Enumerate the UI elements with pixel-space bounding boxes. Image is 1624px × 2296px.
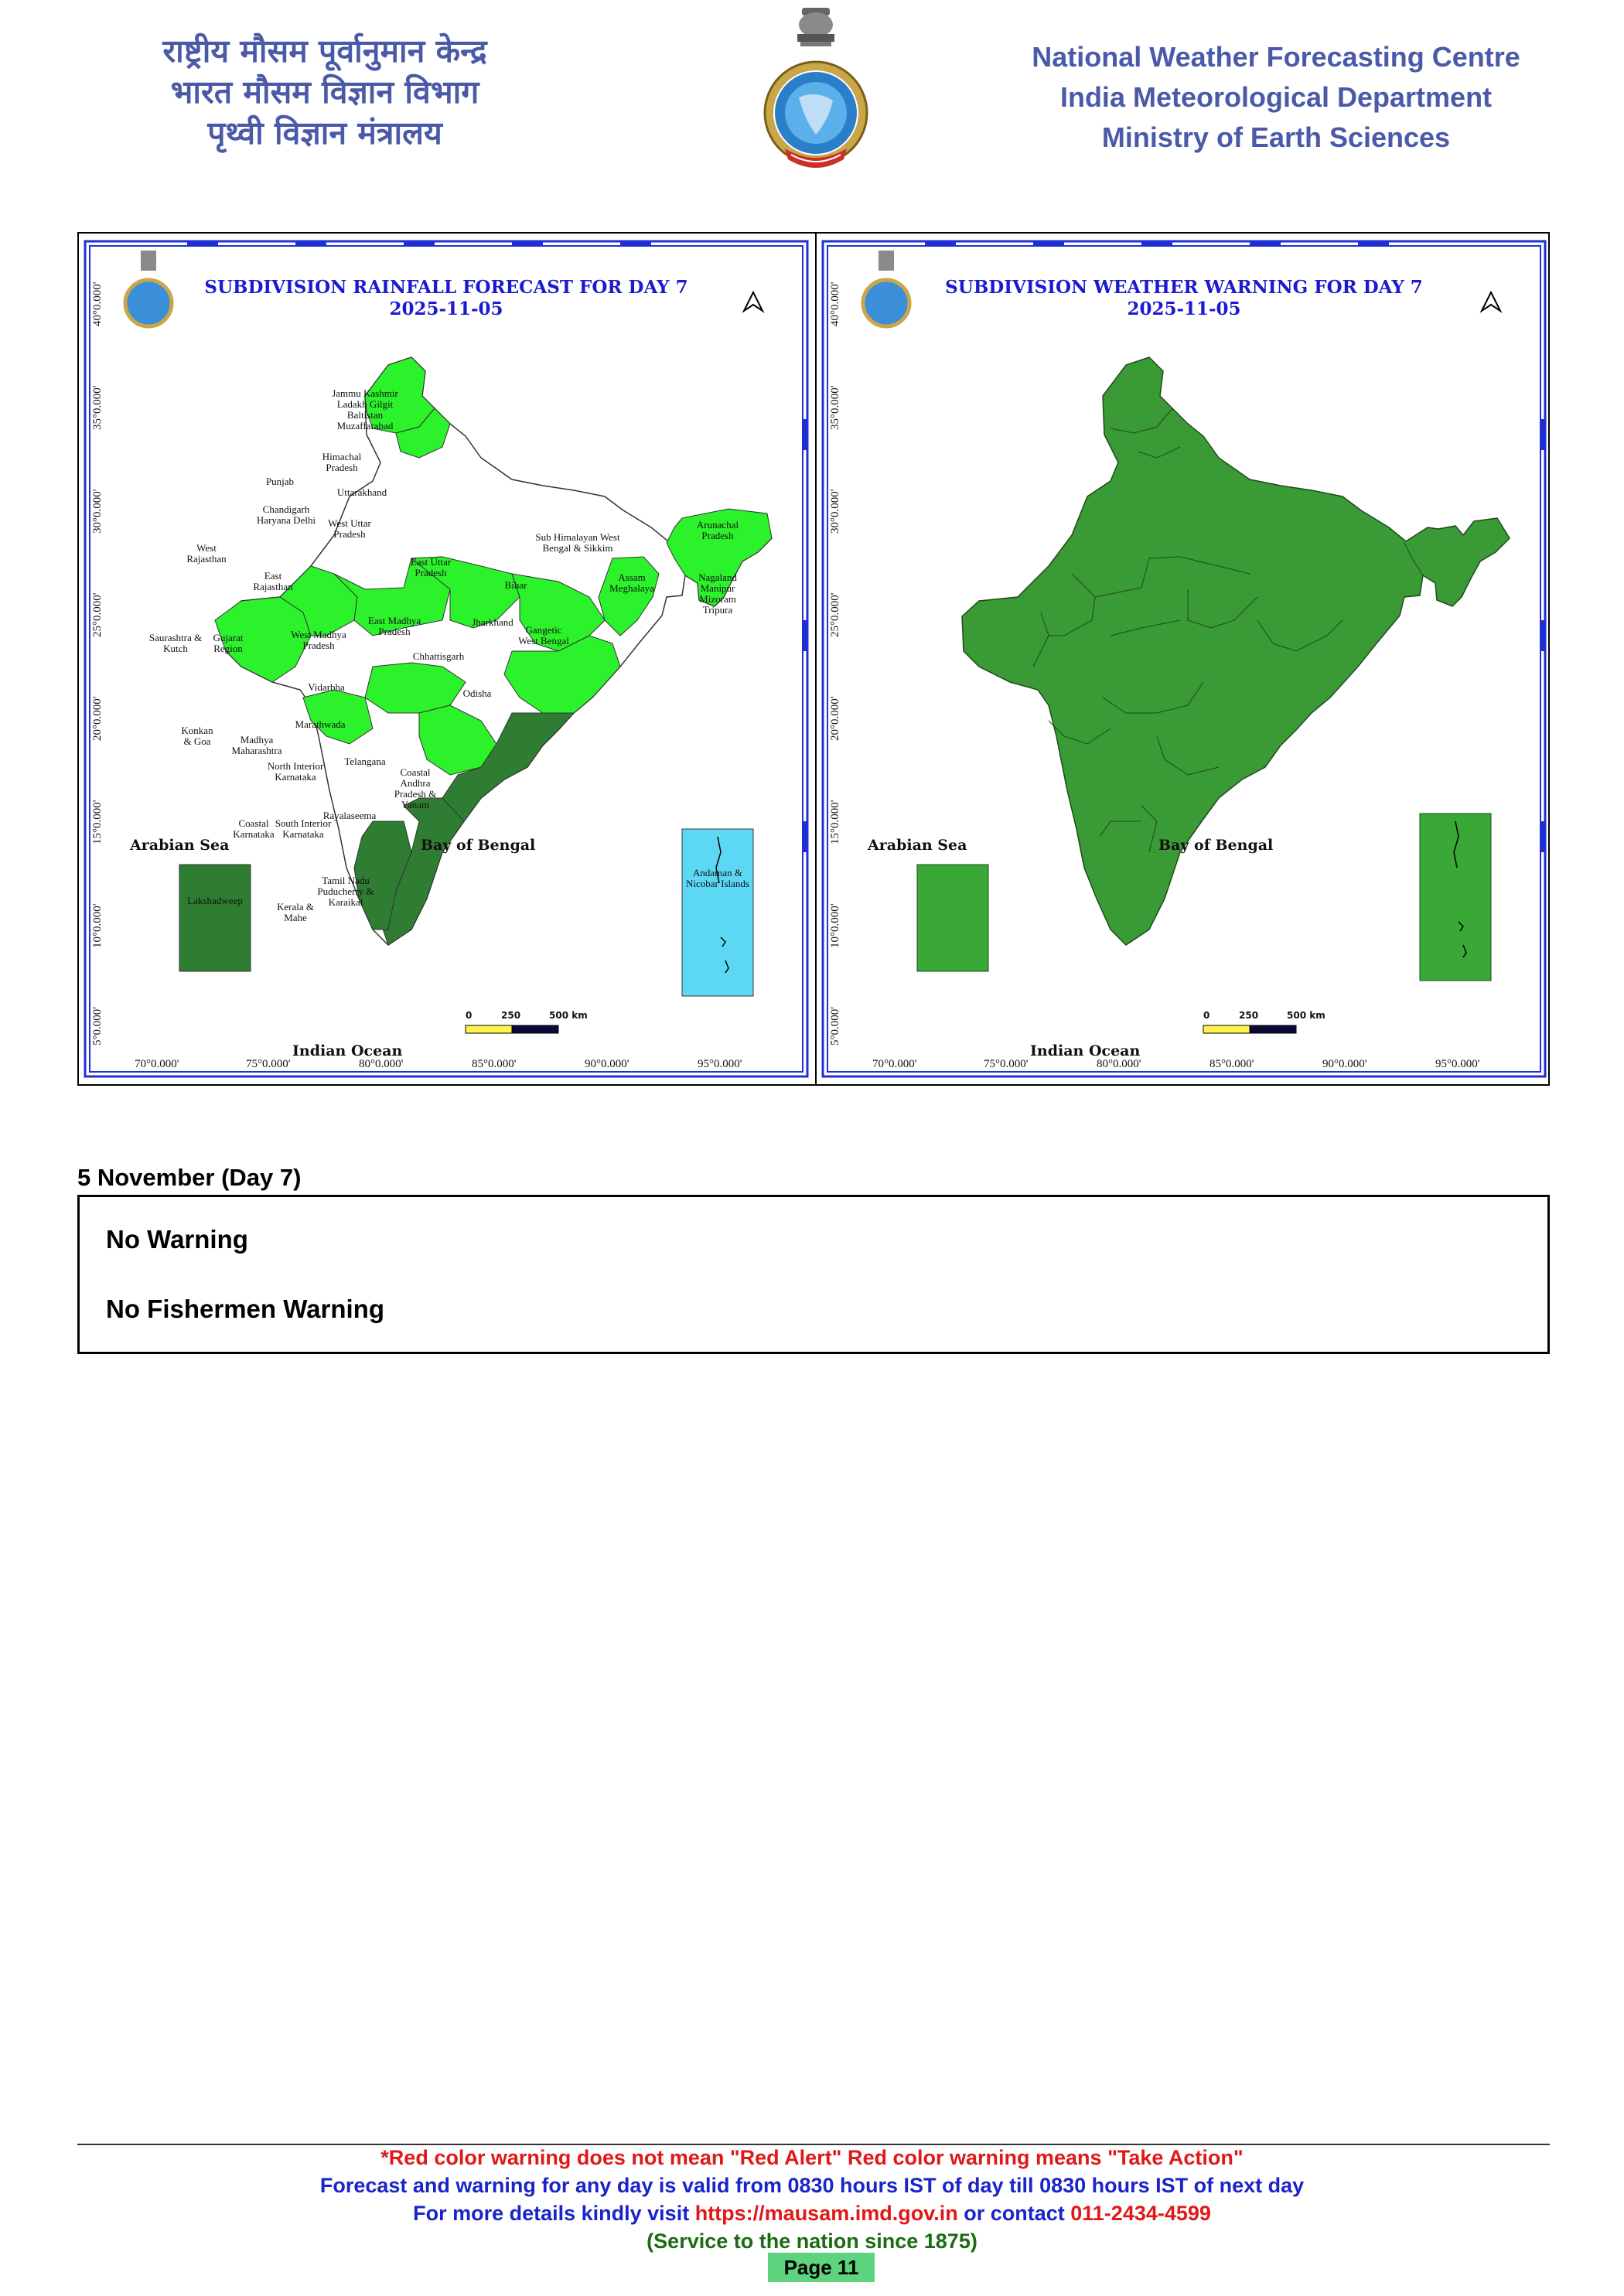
rainfall-map-date: 2025-11-05 [389, 299, 503, 319]
label-assam: Assam Meghalaya [609, 571, 654, 594]
imd-emblem-icon [762, 5, 870, 183]
label-odisha: Odisha [462, 687, 492, 699]
label-emp: East Madhya Pradesh [367, 615, 421, 637]
lat-tick-30-w: 30°0.000' [829, 489, 841, 534]
lat-tick-10: 10°0.000' [91, 903, 104, 948]
lat-tick-5-w: 5°0.000' [829, 1007, 841, 1046]
label-vidarbha: Vidarbha [308, 681, 345, 693]
header-english [982, 37, 1570, 158]
lat-tick-25-w: 25°0.000' [829, 592, 841, 637]
lat-tick-10-w: 10°0.000' [829, 903, 841, 948]
lat-tick-25: 25°0.000' [91, 592, 104, 637]
rainfall-map-panel [79, 234, 814, 1084]
label-lakshadweep: Lakshadweep [187, 895, 243, 906]
header-english-line-1: National Weather Forecasting Centre [1032, 41, 1520, 73]
label-eraj: East Rajasthan [253, 570, 293, 592]
label-wmp: West Madhya Pradesh [291, 629, 346, 651]
label-gwb: Gangetic West Bengal [518, 624, 569, 646]
lon-tick-80-w: 80°0.000' [1097, 1058, 1141, 1070]
fishermen-warning-text: No Fishermen Warning [106, 1295, 384, 1323]
label-nmmt: Nagaland Manipur Mizoram Tripura [698, 571, 737, 616]
warning-box [77, 1195, 1550, 1354]
label-telangana: Telangana [344, 756, 386, 767]
label-gujarat: Gujarat Region [213, 632, 244, 654]
label-arabian-sea-w: Arabian Sea [868, 837, 967, 854]
label-rayalaseema: Rayalaseema [322, 810, 377, 821]
lon-tick-75: 75°0.000' [246, 1058, 291, 1070]
lat-tick-15-w: 15°0.000' [829, 800, 841, 844]
label-punjab: Punjab [265, 476, 295, 487]
footer-contact [0, 2199, 1624, 2227]
lat-tick-15: 15°0.000' [91, 800, 104, 844]
label-hp: Himachal Pradesh [322, 451, 362, 473]
scale-0: 0 [466, 1010, 473, 1021]
footer-service: (Service to the nation since 1875) [647, 2229, 977, 2253]
lat-tick-40-w: 40°0.000' [829, 281, 841, 326]
warning-map-title: SUBDIVISION WEATHER WARNING FOR DAY 7 [945, 277, 1423, 298]
label-arabian-sea: Arabian Sea [130, 837, 230, 854]
footer-contact-mid: or contact [957, 2202, 1071, 2225]
lon-tick-95-w: 95°0.000' [1435, 1058, 1480, 1070]
label-konkan: Konkan & Goa [181, 725, 213, 747]
label-jk: Jammu Kashmir Ladakh Gilgit Baltistan Muzaffarabad [332, 387, 398, 432]
header-english-line-2: India Meteorological Department [1059, 81, 1493, 113]
label-eup: East Uttar Pradesh [410, 556, 452, 578]
maps-frame [77, 232, 1550, 1086]
page-number-badge: Page 11 [768, 2253, 875, 2282]
label-saurashtra: Saurashtra & Kutch [148, 632, 203, 654]
label-tamilnadu: Tamil Nadu Puducherry & Karaikal [317, 875, 374, 908]
label-coastal-andhra: Coastal Andhra Pradesh & Yanam [394, 766, 437, 810]
label-shwb: Sub Himalayan West Bengal & Sikkim [535, 531, 620, 554]
label-wup: West Uttar Pradesh [328, 517, 371, 540]
label-indian-ocean-w: Indian Ocean [1030, 1042, 1141, 1059]
lon-tick-70-w: 70°0.000' [872, 1058, 917, 1070]
warning-map-panel [815, 234, 1551, 1084]
label-andaman: Andaman & Nicobar Islands [686, 867, 749, 889]
lat-tick-40: 40°0.000' [91, 281, 104, 326]
scale-500: 500 km [549, 1010, 588, 1021]
scale-250: 250 [501, 1010, 521, 1021]
lat-tick-30: 30°0.000' [91, 489, 104, 534]
warning-map-date: 2025-11-05 [1127, 299, 1241, 319]
label-nik: North Interior Karnataka [267, 760, 324, 783]
label-mmah: Madhya Maharashtra [231, 734, 282, 756]
label-coastal-karnataka: Coastal Karnataka [233, 817, 275, 840]
lon-tick-85-w: 85°0.000' [1209, 1058, 1254, 1070]
label-indian-ocean: Indian Ocean [292, 1042, 403, 1059]
label-bihar: Bihar [504, 579, 527, 591]
footer-red-note: *Red color warning does not mean "Red Alert" Red color warning means "Take Action" [380, 2146, 1244, 2169]
lon-tick-90-w: 90°0.000' [1322, 1058, 1367, 1070]
footer-website-link[interactable]: https://mausam.imd.gov.in [694, 2202, 958, 2225]
footer-contact-prefix: For more details kindly visit [413, 2202, 695, 2225]
label-uk: Uttarakhand [336, 486, 387, 498]
lat-tick-35: 35°0.000' [91, 385, 104, 430]
lat-tick-20-w: 20°0.000' [829, 696, 841, 741]
footer-validity: Forecast and warning for any day is valid from 0830 hours IST of day till 0830 hours IST of next day [319, 2174, 1305, 2197]
warning-text: No Warning [106, 1225, 248, 1254]
header-hindi-line-1: राष्ट्रीय मौसम पूर्वानुमान केन्द्र [162, 32, 487, 70]
day-title: 5 November (Day 7) [77, 1164, 302, 1191]
label-bay-of-bengal-w: Bay of Bengal [1158, 837, 1274, 854]
label-wraj: West Rajasthan [186, 542, 227, 565]
scale-500-w: 500 km [1287, 1010, 1325, 1021]
label-marathwada: Marathwada [295, 718, 346, 730]
header-hindi [70, 31, 580, 154]
label-sik: South Interior Karnataka [275, 817, 332, 840]
lon-tick-80: 80°0.000' [359, 1058, 404, 1070]
label-jharkhand: Jharkhand [472, 616, 513, 628]
lon-tick-95: 95°0.000' [698, 1058, 742, 1070]
scale-0-w: 0 [1203, 1010, 1210, 1021]
lon-tick-90: 90°0.000' [585, 1058, 629, 1070]
label-chhattisgarh: Chhattisgarh [412, 650, 465, 662]
lat-tick-5: 5°0.000' [91, 1007, 104, 1046]
lat-tick-20: 20°0.000' [91, 696, 104, 741]
label-arunachal: Arunachal Pradesh [696, 519, 739, 541]
rainfall-map-title: SUBDIVISION RAINFALL FORECAST FOR DAY 7 [204, 277, 688, 298]
lon-tick-85: 85°0.000' [472, 1058, 517, 1070]
header-hindi-line-3: पृथ्वी विज्ञान मंत्रालय [207, 114, 442, 152]
header-hindi-line-2: भारत मौसम विज्ञान विभाग [170, 73, 479, 111]
footer-phone: 011-2434-4599 [1070, 2202, 1211, 2225]
lat-tick-35-w: 35°0.000' [829, 385, 841, 430]
warning-map-graphic [817, 234, 1551, 1084]
lon-tick-70: 70°0.000' [135, 1058, 179, 1070]
lon-tick-75-w: 75°0.000' [984, 1058, 1029, 1070]
header-english-line-3: Ministry of Earth Sciences [1101, 121, 1451, 153]
scale-250-w: 250 [1239, 1010, 1259, 1021]
label-kerala: Kerala & Mahe [276, 901, 314, 923]
label-chd: Chandigarh Haryana Delhi [256, 503, 316, 526]
label-bay-of-bengal: Bay of Bengal [421, 837, 536, 854]
